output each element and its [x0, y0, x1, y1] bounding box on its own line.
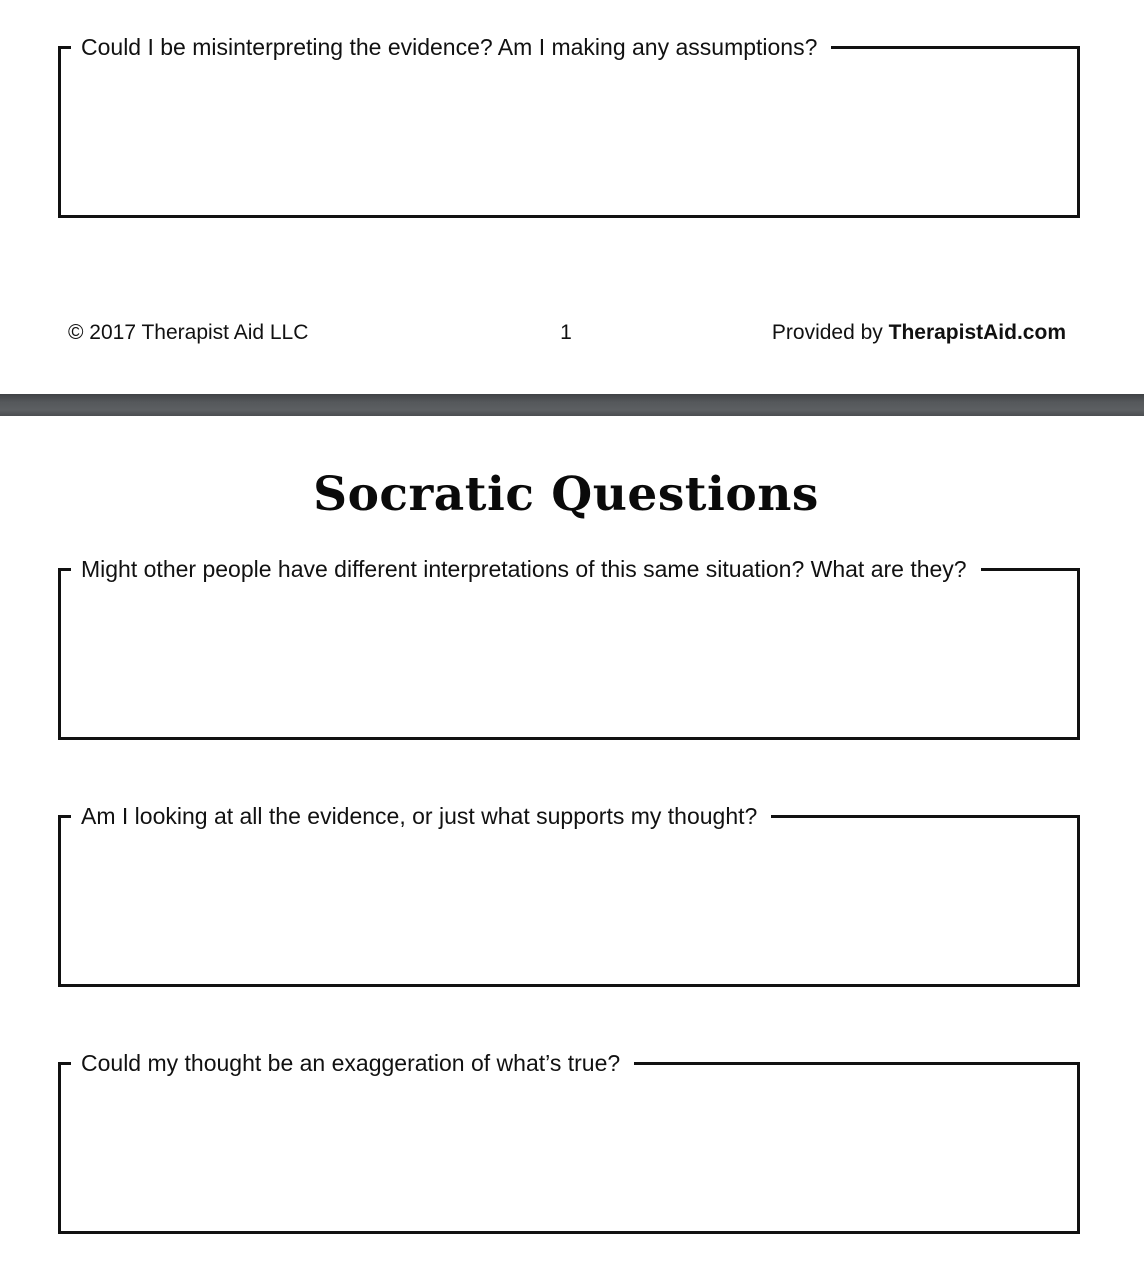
question-box-other-interpretations	[58, 556, 1080, 740]
page-separator	[0, 394, 1144, 416]
answer-field-other-interpretations[interactable]	[61, 571, 1077, 737]
answer-field-exaggeration[interactable]	[61, 1065, 1077, 1231]
question-label-misinterpreting-evidence: Could I be misinterpreting the evidence? Am I making any assumptions?	[71, 33, 831, 61]
worksheet-page-1	[0, 0, 1144, 394]
footer-copyright: © 2017 Therapist Aid LLC	[68, 321, 309, 344]
question-label-other-interpretations: Might other people have different interpretations of this same situation? What are they?	[71, 555, 981, 583]
worksheet-page-2	[0, 416, 1144, 1282]
worksheet-title: Socratic Questions	[313, 467, 819, 522]
footer-provider-prefix: Provided by	[771, 321, 889, 344]
question-label-exaggeration: Could my thought be an exaggeration of what’s true?	[71, 1049, 634, 1077]
answer-field-all-evidence[interactable]	[61, 818, 1077, 984]
footer-page-number: 1	[560, 321, 572, 344]
question-box-all-evidence	[58, 803, 1080, 987]
footer-provider-brand: TherapistAid.com	[888, 321, 1066, 344]
footer-provider	[772, 318, 1066, 348]
question-box-misinterpreting-evidence	[58, 34, 1080, 218]
question-box-exaggeration	[58, 1050, 1080, 1234]
page-footer	[0, 318, 1144, 348]
question-label-all-evidence: Am I looking at all the evidence, or just what supports my thought?	[71, 802, 771, 830]
answer-field-misinterpreting-evidence[interactable]	[61, 49, 1077, 215]
